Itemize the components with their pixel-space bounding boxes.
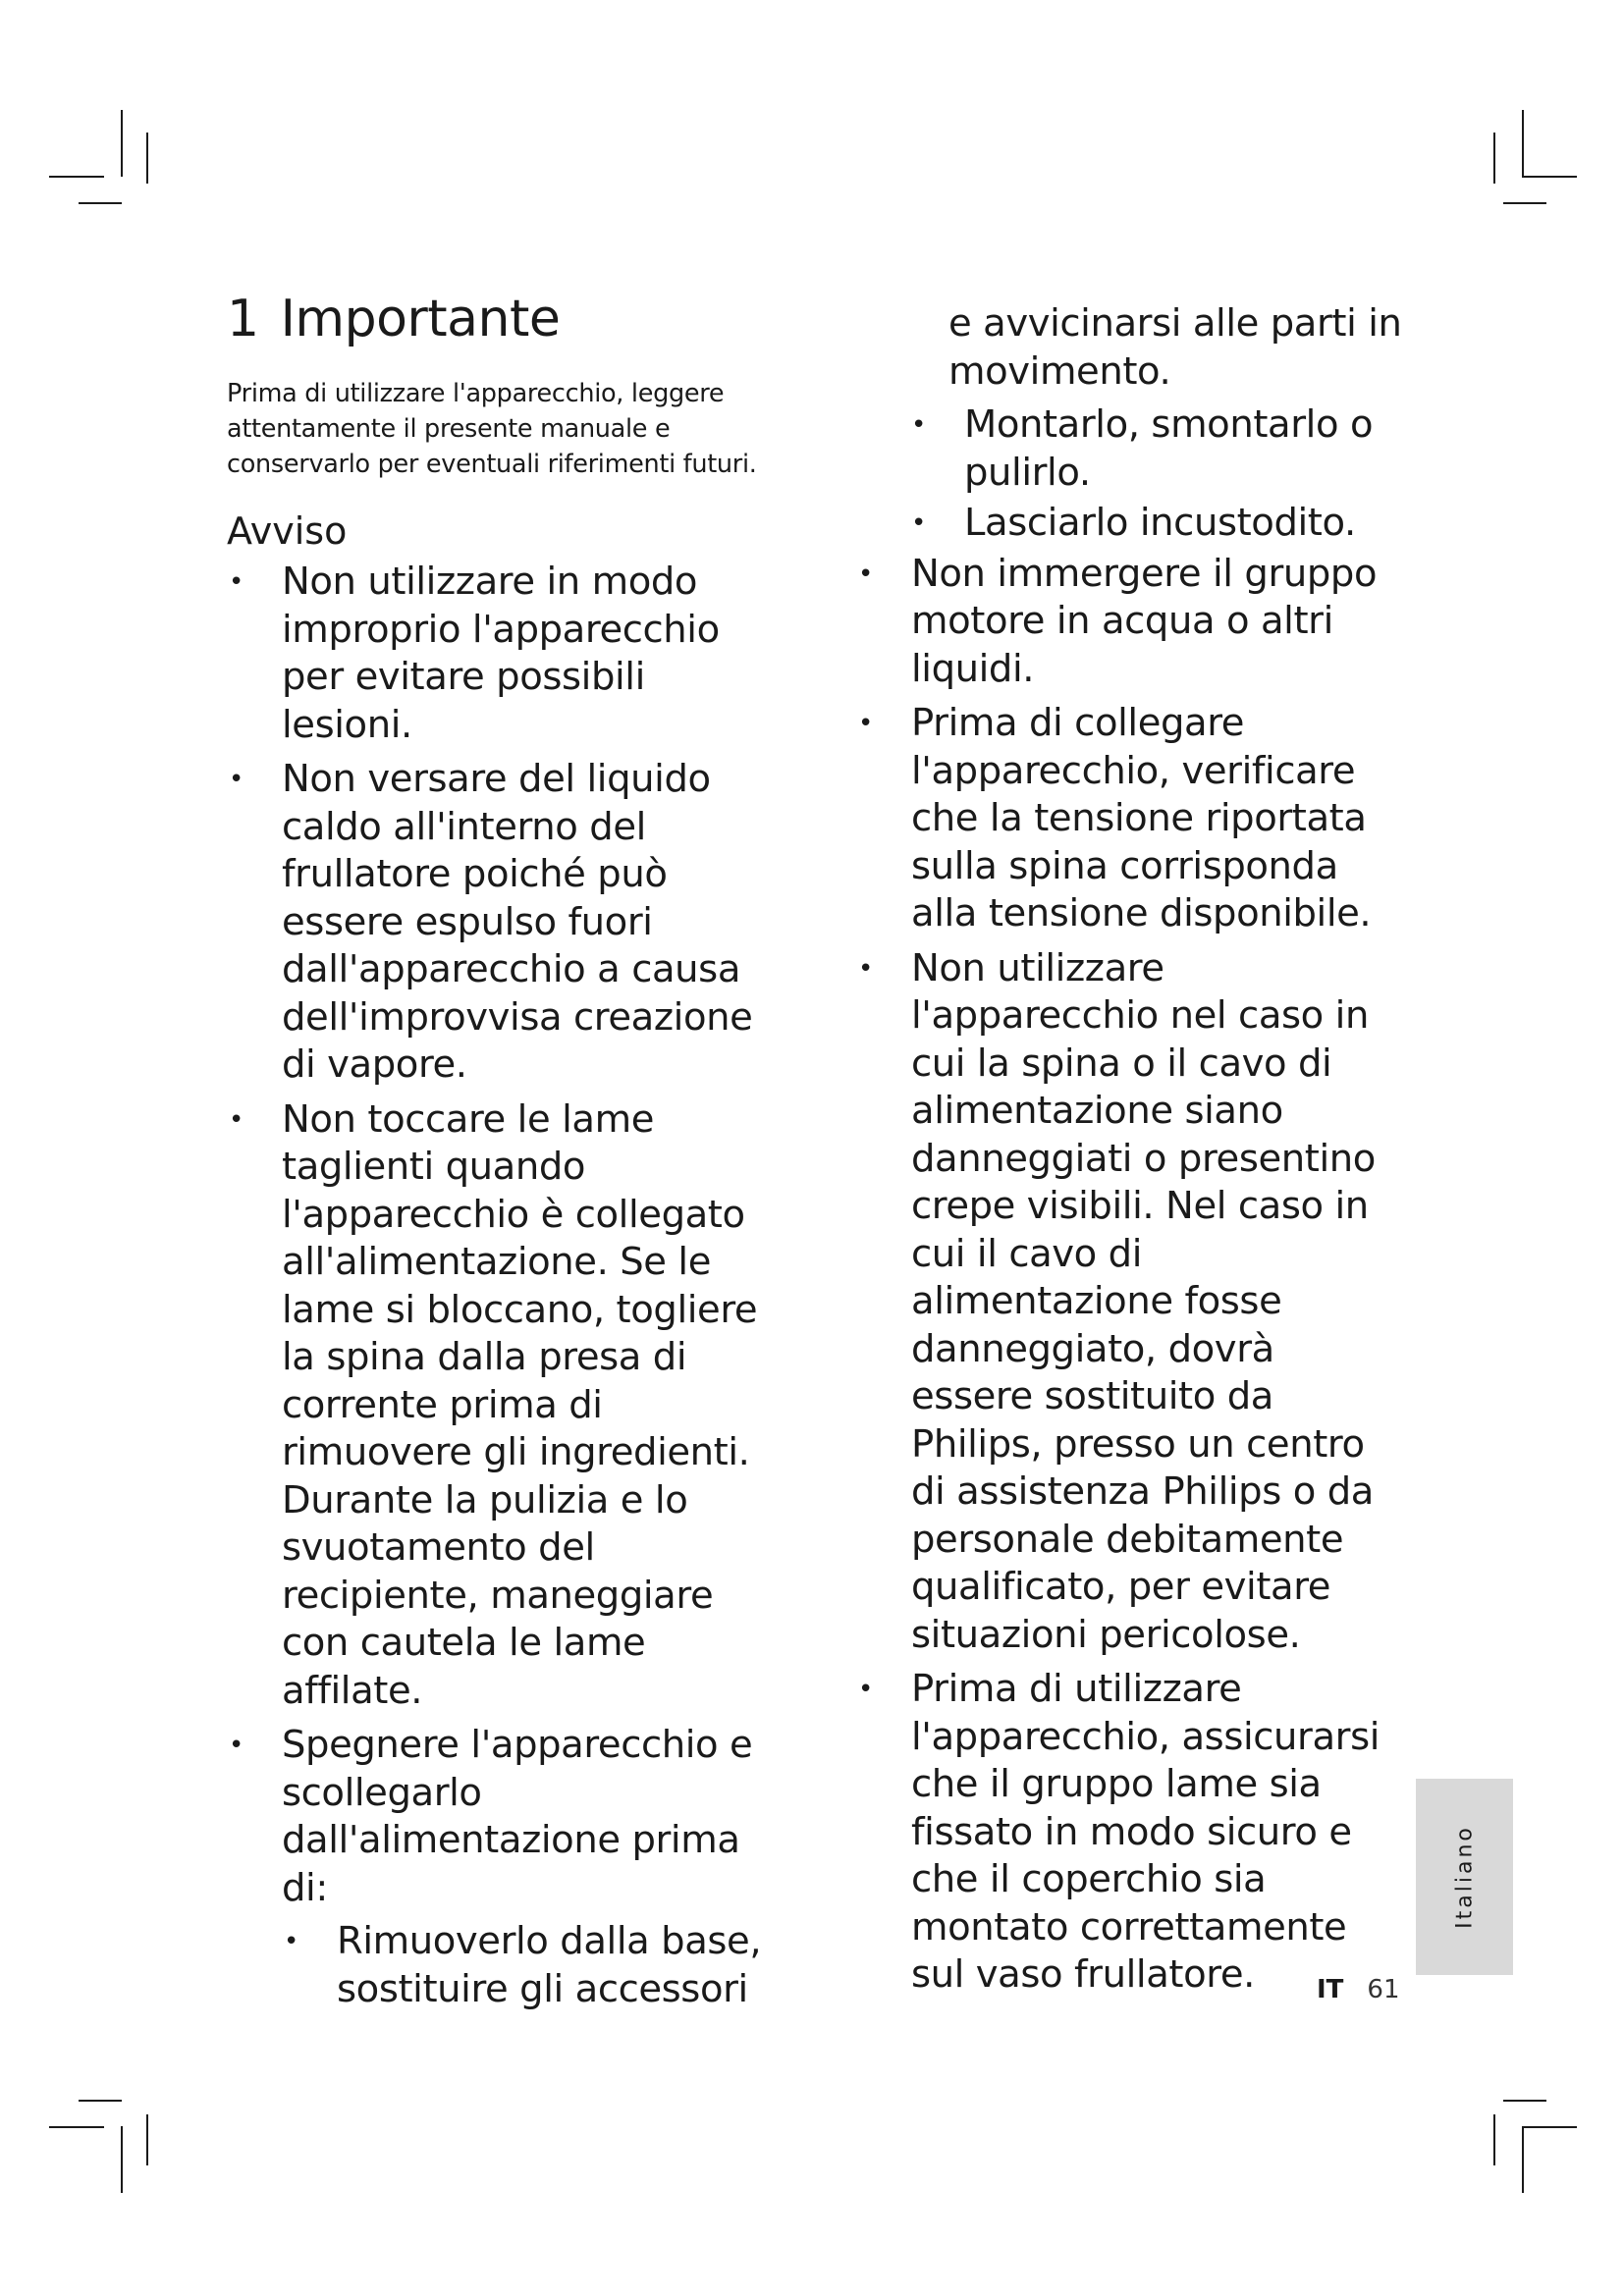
warning-heading: Avviso bbox=[227, 509, 348, 553]
right-column bbox=[856, 300, 1406, 2006]
section-title: Importante bbox=[280, 290, 561, 348]
warning-list-right bbox=[856, 401, 1406, 2000]
list-item: • Non utilizzare in modo improprio l'apparecchio per evitare possibili lesioni. bbox=[229, 560, 720, 747]
list-item: • Spegnere l'apparecchio e scollegarlo dall'alimentazione prima di: • Rimuoverlo dalla base, sostituire gli accessori bbox=[227, 1722, 777, 2013]
sub-list-item: • Montarlo, smontarlo o pulirlo. bbox=[911, 402, 1374, 495]
warning-list-left bbox=[227, 559, 777, 2013]
sub-list-item: • Rimuoverlo dalla base, sostituire gli accessori bbox=[284, 1919, 762, 2011]
language-tab bbox=[1416, 1779, 1513, 1975]
list-item: • Non utilizzare l'apparecchio nel caso in cui la spina o il cavo di alimentazione siano danneggiati o presentino crepe visibili. Nel caso in cui il cavo di alimentazione fosse danneggiato, dovrà essere sostituito da Philips, presso un centro di assistenza Philips o da personale debitamente qualificato, per evitare situazioni pericolose. bbox=[858, 945, 1376, 1657]
sub-list-item: • Lasciarlo incustodito. bbox=[911, 501, 1356, 545]
sub-list-item-continued: e avvicinarsi alle parti in movimento. bbox=[948, 301, 1402, 394]
list-item: • Prima di collegare l'apparecchio, verificare che la tensione riportata sulla spina corrisponda alla tensione disponibile. bbox=[858, 701, 1372, 935]
sub-list-wrapper bbox=[856, 401, 1406, 548]
list-item: • Non toccare le lame taglienti quando l'apparecchio è collegato all'alimentazione. Se le lame si bloccano, togliere la spina dalla presa di corrente prima di rimuovere gli ingredienti. Durante la pulizia e lo svuotamento del recipiente, maneggiare con cautela le lame affilate. bbox=[229, 1096, 758, 1713]
list-item: • Prima di utilizzare l'apparecchio, assicurarsi che il gruppo lame sia fissato in modo sicuro e che il coperchio sia montato correttamente sul vaso frullatore. bbox=[858, 1667, 1380, 1997]
sub-list-right bbox=[909, 401, 1406, 548]
left-column bbox=[227, 290, 777, 2020]
list-item: • Non versare del liquido caldo all'interno del frullatore poiché può essere espulso fuori dall'apparecchio a causa dell'improvvisa creazione di vapore. bbox=[229, 757, 753, 1087]
sub-list-left bbox=[282, 1918, 777, 2013]
page-number: 61 bbox=[1367, 1975, 1400, 2004]
language-tab-label: Italiano bbox=[1452, 1825, 1477, 1929]
section-heading bbox=[227, 290, 777, 348]
page-footer bbox=[1317, 1975, 1400, 2004]
list-item: • Non immergere il gruppo motore in acqua o altri liquidi. bbox=[858, 551, 1378, 691]
section-number: 1 bbox=[227, 290, 259, 348]
intro-paragraph: Prima di utilizzare l'apparecchio, leggere attentamente il presente manuale e conservarlo per eventuali riferimenti futuri. bbox=[227, 379, 757, 479]
language-code: IT bbox=[1317, 1975, 1344, 2004]
